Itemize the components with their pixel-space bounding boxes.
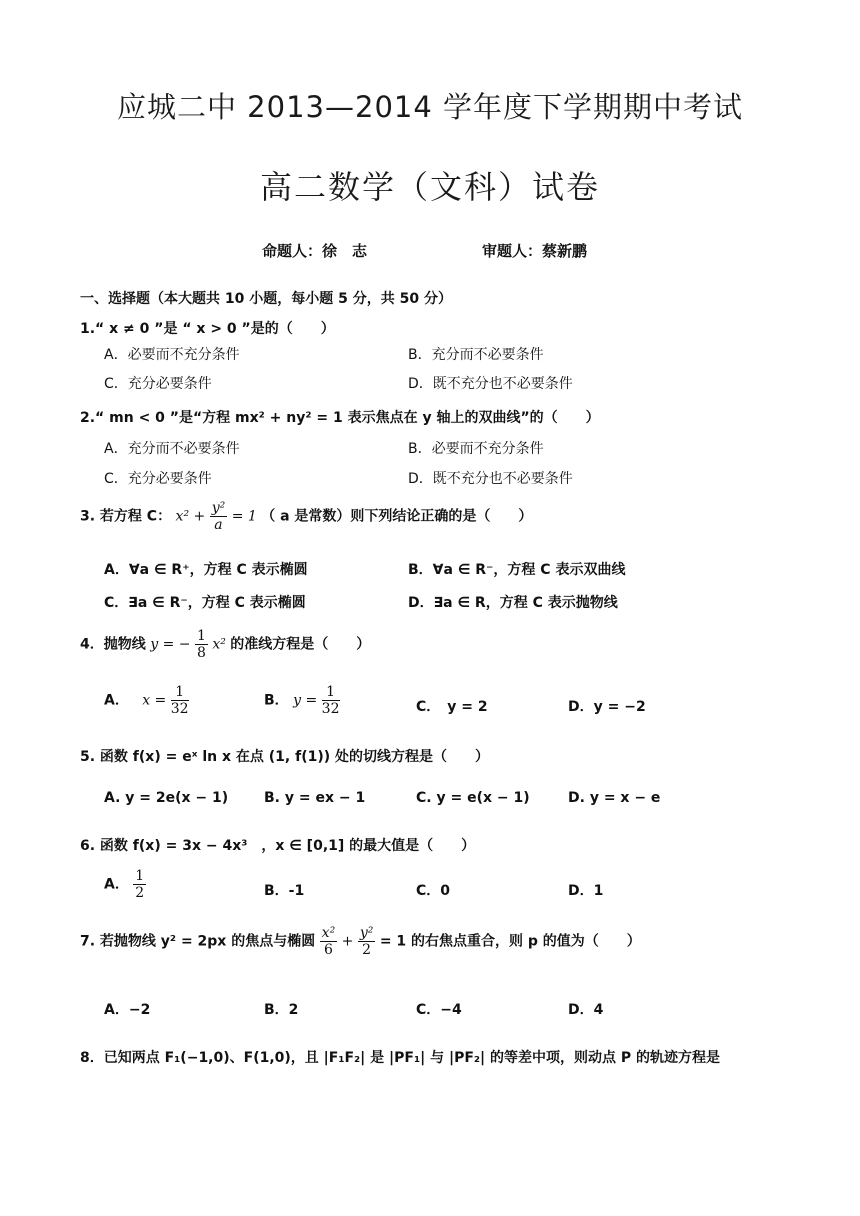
q4-option-d bbox=[568, 696, 646, 716]
question-6-text: 6. 函数 f(x) = 3x − 4x³ ，x ∈ [0,1] 的最大值是（ ） bbox=[80, 838, 476, 854]
q4-option-a-fraction bbox=[171, 684, 189, 717]
question-3-fraction bbox=[210, 500, 228, 533]
question-4-fraction bbox=[195, 628, 208, 661]
question-7-frac2-num: y² bbox=[359, 925, 374, 941]
question-3-frac-num: y² bbox=[211, 500, 226, 516]
q2-option-a: A．充分而不必要条件 bbox=[104, 441, 240, 457]
q7-option-d-text: D．4 bbox=[568, 1002, 604, 1018]
q3-option-b-text: B．∀a ∈ R⁻，方程 C 表示双曲线 bbox=[408, 562, 626, 578]
q3-option-d-text: D．∃a ∈ R，方程 C 表示抛物线 bbox=[408, 595, 618, 611]
question-3-eq-left: x² + bbox=[175, 508, 206, 525]
q4-option-a-den: 32 bbox=[170, 701, 189, 718]
question-7 bbox=[80, 925, 641, 958]
question-5-text: 5. 函数 f(x) = eˣ ln x 在点 (1, f(1)) 处的切线方程是（ ） bbox=[80, 749, 490, 765]
q6-option-a bbox=[104, 868, 146, 901]
exam-subtitle: 高二数学（文科）试卷 bbox=[259, 168, 600, 206]
question-7-fraction-2 bbox=[358, 925, 376, 958]
q3-option-a bbox=[104, 559, 308, 579]
q4-option-b-fraction bbox=[322, 684, 340, 717]
q5-option-c-text: C. y = e(x − 1) bbox=[416, 790, 530, 806]
q6-option-d bbox=[568, 880, 603, 900]
question-3-prefix: 3. 若方程 C： bbox=[80, 508, 172, 525]
q4-option-d-text: D．y = −2 bbox=[568, 699, 646, 715]
question-7-fraction-1 bbox=[320, 925, 338, 958]
question-2 bbox=[80, 407, 600, 427]
q4-option-c bbox=[416, 696, 488, 716]
question-4-frac-den: 8 bbox=[196, 645, 206, 662]
question-7-plus: + bbox=[341, 933, 354, 950]
q7-option-c-text: C．−4 bbox=[416, 1002, 462, 1018]
q3-option-a-text: A．∀a ∈ R⁺，方程 C 表示椭圆 bbox=[104, 562, 308, 578]
q7-option-d bbox=[568, 999, 603, 1019]
question-6 bbox=[80, 835, 475, 855]
question-4-prefix: 4．抛物线 bbox=[80, 636, 146, 653]
question-4-eq-left: y = − bbox=[150, 636, 191, 653]
q7-option-b bbox=[264, 999, 298, 1019]
q1-option-c: C．充分必要条件 bbox=[104, 376, 212, 392]
question-4 bbox=[80, 628, 370, 661]
question-2-text: 2.“ mn < 0 ”是“方程 mx² + ny² = 1 表示焦点在 y 轴上的双曲线”的（ ） bbox=[80, 410, 600, 426]
q6-option-a-num: 1 bbox=[135, 868, 145, 884]
question-3-eq-right: = 1 bbox=[231, 508, 257, 525]
q2-option-d: D．既不充分也不必要条件 bbox=[408, 471, 573, 487]
q1-option-d: D．既不充分也不必要条件 bbox=[408, 376, 573, 392]
exam-title: 应城二中 2013—2014 学年度下学期期中考试 bbox=[116, 90, 744, 124]
q4-option-a-label: A． bbox=[104, 692, 129, 709]
question-3-frac-den: a bbox=[214, 517, 223, 534]
q4-option-b-label: B． bbox=[264, 692, 289, 709]
question-7-suffix: = 1 的右焦点重合，则 p 的值为（ ） bbox=[379, 933, 641, 950]
question-7-frac2-den: 2 bbox=[362, 942, 372, 959]
q5-option-a-text: A. y = 2e(x − 1) bbox=[104, 790, 229, 806]
question-8 bbox=[80, 1047, 720, 1067]
q6-option-b-text: B．-1 bbox=[264, 883, 305, 899]
q6-option-c-text: C．0 bbox=[416, 883, 451, 899]
q1-option-a: A．必要而不充分条件 bbox=[104, 347, 240, 363]
question-1 bbox=[80, 318, 335, 338]
q6-option-c bbox=[416, 880, 450, 900]
question-4-eq-right: x² bbox=[212, 636, 226, 653]
question-4-frac-num: 1 bbox=[196, 628, 206, 644]
question-1-text: 1.“ x ≠ 0 ”是 “ x > 0 ”是的（ ） bbox=[80, 321, 335, 337]
q3-option-d bbox=[408, 592, 618, 612]
q2-option-c: C．充分必要条件 bbox=[104, 471, 212, 487]
q4-option-b-eq: y = bbox=[293, 692, 318, 709]
question-7-prefix: 7. 若抛物线 y² = 2px 的焦点与椭圆 bbox=[80, 933, 316, 950]
q1-option-b: B．充分而不必要条件 bbox=[408, 347, 544, 363]
q4-option-b-num: 1 bbox=[322, 684, 340, 701]
question-7-frac1-num: x² bbox=[321, 925, 336, 941]
q4-option-b-den: 32 bbox=[321, 701, 340, 718]
question-8-text: 8．已知两点 F₁(−1,0)、F(1,0)，且 |F₁F₂| 是 |PF₁| 与 |PF₂| 的等差中项，则动点 P 的轨迹方程是 bbox=[80, 1050, 721, 1066]
q4-option-c-text: C． y = 2 bbox=[416, 699, 488, 715]
q6-option-a-label: A． bbox=[104, 876, 129, 893]
q5-option-b bbox=[264, 790, 365, 806]
question-7-frac1-den: 6 bbox=[323, 942, 333, 959]
question-setter: 命题人：徐 志 bbox=[262, 242, 368, 260]
q7-option-c bbox=[416, 999, 462, 1019]
q6-option-a-fraction bbox=[133, 868, 146, 901]
q7-option-a-text: A．−2 bbox=[104, 1002, 151, 1018]
q5-option-d bbox=[568, 790, 660, 806]
q3-option-b bbox=[408, 559, 625, 579]
q2-option-b: B．必要而不充分条件 bbox=[408, 441, 544, 457]
question-5 bbox=[80, 746, 489, 766]
q4-option-a-eq: x = bbox=[142, 692, 167, 709]
q5-option-c bbox=[416, 790, 530, 806]
q4-option-a-num: 1 bbox=[171, 684, 189, 701]
section-heading: 一、选择题（本大题共 10 小题，每小题 5 分，共 50 分） bbox=[80, 291, 452, 307]
q5-option-a bbox=[104, 790, 228, 806]
q6-option-b bbox=[264, 880, 304, 900]
q5-option-d-text: D. y = x − e bbox=[568, 790, 661, 806]
q6-option-a-den: 2 bbox=[135, 885, 145, 902]
question-3-suffix: （ a 是常数）则下列结论正确的是（ ） bbox=[261, 508, 533, 525]
question-3 bbox=[80, 500, 532, 533]
q4-option-b bbox=[264, 684, 340, 717]
q3-option-c bbox=[104, 592, 306, 612]
reviewer: 审题人：蔡新鹏 bbox=[482, 242, 588, 260]
q7-option-b-text: B．2 bbox=[264, 1002, 299, 1018]
question-4-suffix: 的准线方程是（ ） bbox=[230, 636, 371, 653]
q7-option-a bbox=[104, 999, 150, 1019]
q3-option-c-text: C．∃a ∈ R⁻，方程 C 表示椭圆 bbox=[104, 595, 306, 611]
q5-option-b-text: B. y = ex − 1 bbox=[264, 790, 366, 806]
q4-option-a bbox=[104, 684, 189, 717]
q6-option-d-text: D．1 bbox=[568, 883, 604, 899]
